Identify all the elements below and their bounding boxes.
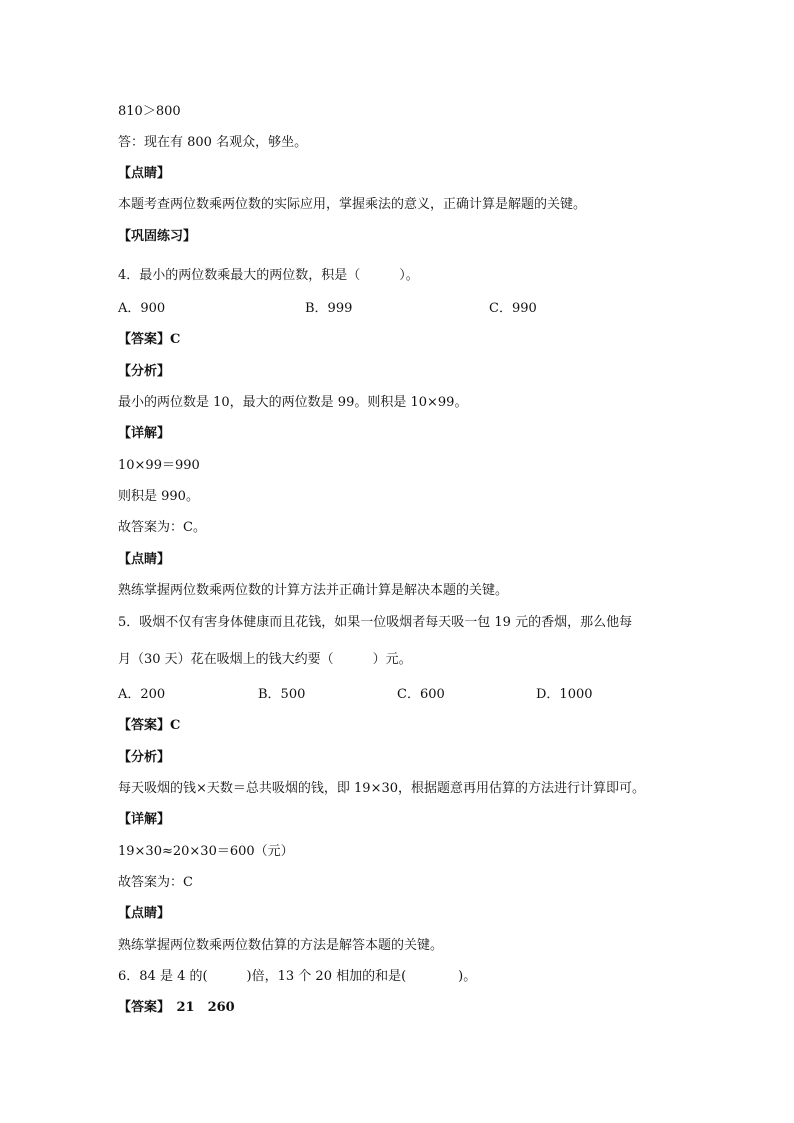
- q4-section-dianjing: 【点睛】: [118, 552, 171, 567]
- question-4: 4．最小的两位数乘最大的两位数，积是（ ）。: [118, 268, 419, 283]
- q4-answer: 【答案】C: [118, 332, 181, 347]
- section-practice: 【巩固练习】: [118, 229, 197, 244]
- q4-section-detail: 【详解】: [118, 426, 171, 441]
- q4-option-c: C．990: [489, 301, 537, 316]
- q4-detail-result: 则积是 990。: [118, 489, 199, 504]
- question-5-line2: 月（30 天）花在吸烟上的钱大约要（ ）元。: [118, 652, 412, 667]
- q4-final-answer: 故答案为：C。: [118, 520, 206, 535]
- q5-option-a: A．200: [118, 687, 166, 702]
- q5-option-c: C．600: [397, 687, 445, 702]
- q5-answer: 【答案】C: [118, 718, 181, 733]
- q4-dianjing-text: 熟练掌握两位数乘两位数的计算方法并正确计算是解决本题的关键。: [118, 583, 509, 598]
- question-6: 6．84 是 4 的( )倍，13 个 20 相加的和是( )。: [118, 969, 477, 984]
- comparison-line: 810＞800: [118, 104, 181, 119]
- question-5-line1: 5．吸烟不仅有害身体健康而且花钱，如果一位吸烟者每天吸一包 19 元的香烟，那么他每: [118, 615, 633, 630]
- q5-section-dianjing: 【点睛】: [118, 906, 171, 921]
- q4-section-analysis: 【分析】: [118, 364, 171, 379]
- q5-section-analysis: 【分析】: [118, 750, 171, 765]
- q5-final-answer: 故答案为：C: [118, 875, 193, 890]
- q4-detail-calc: 10×99＝990: [118, 458, 200, 473]
- q5-dianjing-text: 熟练掌握两位数乘两位数估算的方法是解答本题的关键。: [118, 938, 444, 953]
- q5-detail-calc: 19×30≈20×30＝600（元）: [118, 844, 294, 859]
- q4-option-a: A．900: [118, 301, 166, 316]
- q5-option-d: D．1000: [536, 687, 593, 702]
- q5-section-detail: 【详解】: [118, 812, 171, 827]
- q5-option-b: B．500: [258, 687, 306, 702]
- answer-statement: 答：现在有 800 名观众，够坐。: [118, 135, 308, 150]
- q6-answer: 【答案】 21 260: [118, 1000, 235, 1015]
- dianjing-text: 本题考查两位数乘两位数的实际应用，掌握乘法的意义，正确计算是解题的关键。: [118, 197, 587, 212]
- q4-option-b: B．999: [305, 301, 353, 316]
- section-dianjing: 【点睛】: [118, 166, 171, 181]
- q5-analysis-text: 每天吸烟的钱×天数＝总共吸烟的钱，即 19×30，根据题意再用估算的方法进行计算即可。: [118, 781, 646, 796]
- q4-analysis-text: 最小的两位数是 10，最大的两位数是 99。则积是 10×99。: [118, 395, 468, 410]
